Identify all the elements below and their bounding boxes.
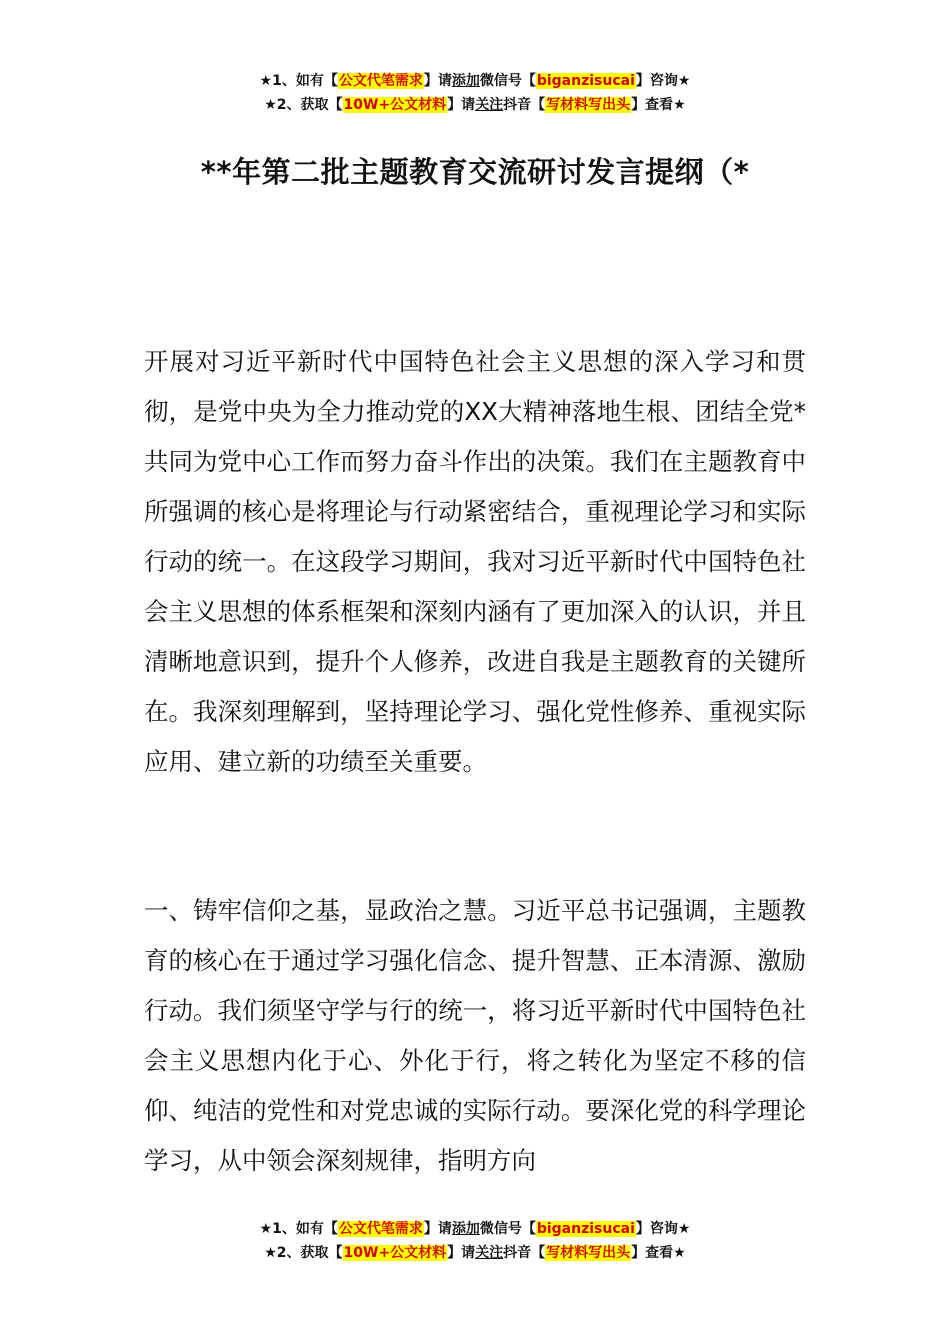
banner-text: ★1、如有【 — [259, 1221, 338, 1237]
highlight-wechat-id: biganzisucai — [536, 73, 635, 89]
highlight-material: 10W+公文材料 — [343, 1245, 447, 1261]
banner-line-1 — [0, 1217, 950, 1241]
highlight-douyin-name: 写材料写出头 — [546, 97, 631, 113]
banner-text-add: 添加 — [451, 1221, 480, 1237]
banner-text-add: 添加 — [451, 73, 480, 89]
banner-line-1 — [0, 69, 950, 93]
banner-text: 】请 — [447, 1245, 476, 1261]
footer-banner — [0, 1217, 950, 1265]
banner-text: 】咨询★ — [635, 1221, 691, 1237]
highlight-need: 公文代笔需求 — [338, 73, 423, 89]
banner-line-2 — [0, 93, 950, 117]
document-title: **年第二批主题教育交流研讨发言提纲（* — [200, 155, 750, 189]
highlight-douyin-name: 写材料写出头 — [546, 1245, 631, 1261]
banner-text: ★2、获取【 — [264, 97, 343, 113]
banner-text: 抖音【 — [503, 1245, 546, 1261]
banner-text: 】查看★ — [631, 1245, 686, 1261]
banner-text: 】请 — [423, 1221, 452, 1237]
body-paragraph-intro: 开展对习近平新时代中国特色社会主义思想的深入学习和贯彻，是党中央为全力推动党的XX大精神落地生根、团结全党*共同为党中心工作而努力奋斗作出的决策。我们在主题教育中所强调的核心是将理论与行动紧密结合，重视理论学习和实际行动的统一。在这段学习期间，我对习近平新时代中国特色社会主义思想的体系框架和深刻内涵有了更加深入的认识，并且清晰地意识到，提升个人修养，改进自我是主题教育的关键所在。我深刻理解到，坚持理论学习、强化党性修养、重视实际应用、建立新的功绩至关重要。 — [144, 347, 806, 776]
header-banner — [0, 69, 950, 117]
banner-text-follow: 关注 — [475, 97, 504, 113]
banner-text: 】查看★ — [631, 97, 686, 113]
banner-text-follow: 关注 — [475, 1245, 504, 1261]
highlight-material: 10W+公文材料 — [343, 97, 447, 113]
banner-text: 】请 — [423, 73, 452, 89]
banner-text: ★2、获取【 — [264, 1245, 343, 1261]
banner-text: 微信号【 — [479, 73, 536, 89]
banner-text: 】咨询★ — [635, 73, 691, 89]
banner-text: ★1、如有【 — [259, 73, 338, 89]
highlight-need: 公文代笔需求 — [338, 1221, 423, 1237]
banner-text: 】请 — [447, 97, 476, 113]
banner-text: 抖音【 — [503, 97, 546, 113]
highlight-wechat-id: biganzisucai — [536, 1221, 635, 1237]
banner-line-2 — [0, 1241, 950, 1265]
banner-text: 微信号【 — [479, 1221, 536, 1237]
body-paragraph-section-1: 一、铸牢信仰之基，显政治之慧。习近平总书记强调，主题教育的核心在于通过学习强化信念、提升智慧、正本清源、激励行动。我们须坚守学与行的统一，将习近平新时代中国特色社会主义思想内化于心、外化于行，将之转化为坚定不移的信仰、纯洁的党性和对党忠诚的实际行动。要深化党的科学理论学习，从中领会深刻规律，指明方向 — [144, 896, 806, 1175]
